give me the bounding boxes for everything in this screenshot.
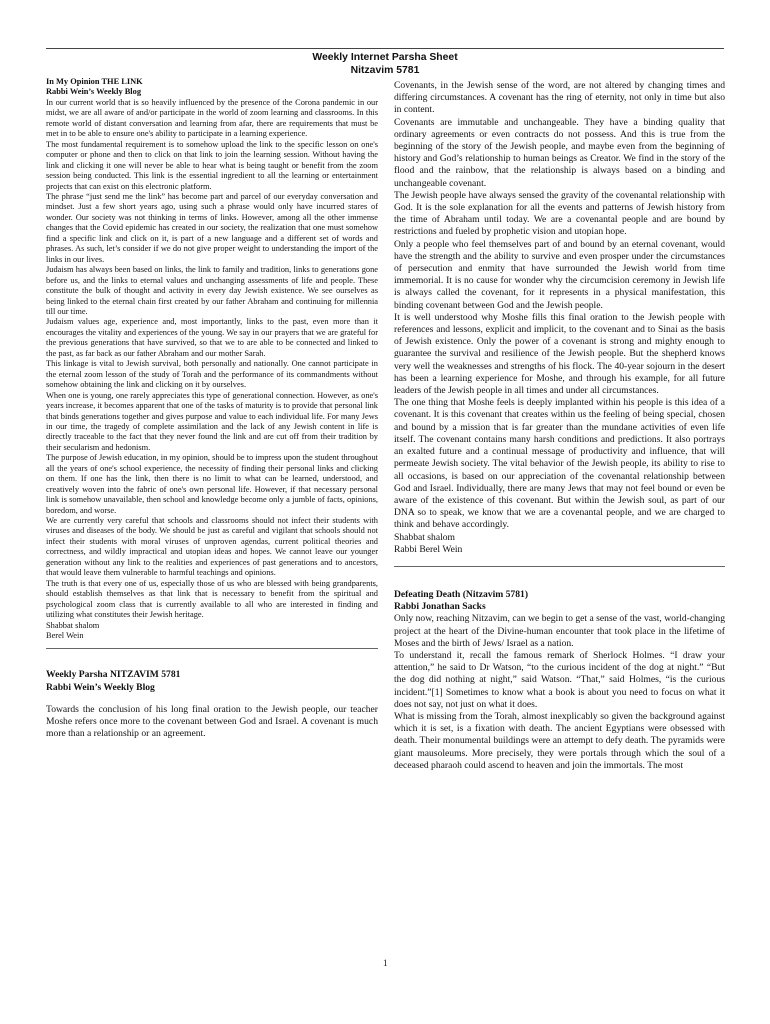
article-heading: In My Opinion THE LINK [46,77,143,86]
article-byline: Rabbi Wein’s Weekly Blog [46,87,142,97]
article-heading: Defeating Death (Nitzavim 5781) [394,588,529,600]
paragraph: The purpose of Jewish education, in my opinion, should be to impress upon the student throughout all the years of one's school experience, the necessity of finding their personal links and clicking on them. If one has the link, then there is no limit to what can be learned, understood, and creatively woven into the fabric of one's own personal life. However, if that necessary personal link is somehow unavailable, then school and knowledge become only a jumble of facts, opinions, boredom, and worse. [46,453,378,515]
section-divider [394,566,725,567]
paragraph: Judaism has always been based on links, the link to family and tradition, links to generations gone before us, and the links to eternal values and unchanging assessments of life and people. These constitute the bulk of thought and activity in every day Jewish existence. We see ourselves as being linked to the eternal chain first created by our father Abraham and continuing for millennia till our time. [46,265,378,316]
paragraph: In our current world that is so heavily influenced by the presence of the Corona pandemic in our midst, we are all aware of and/or participate in the world of zoom learning and classrooms. In this remote world of distant conversation and learning from afar, there are requirements that must be met in to be able to ensure one's ability to participate in a learning experience. [46,97,378,139]
paragraph: The one thing that Moshe feels is deeply implanted within his people is this idea of a covenant. It is this covenant that creates within us the feeling of being special, chosen and bound by a mission that is far greater than the mundane activities of even life itself. The covenant contains many harsh conditions and predictions. It also portrays an exalted future and a continual message of productivity and influence, that will permeate Jewish society. The vital behavior of the Jewish people, its ability to rise to all occasions, is based on our appreciation of the covenantal relationship between God and Israel. Individually, there are many Jews that may not feel bound or even be aware of the existence of this covenant. But within the Jewish soul, as part of our DNA so to speak, we know that we are a covenantal people, and we are charged to think and behave accordingly. [394,397,725,531]
paragraph: What is missing from the Torah, almost inexplicably so given the background against which it is set, is a fixation with death. The ancient Egyptians were obsessed with death. Their monumental buildings were an attempt to defy death. The pyramids were giant mausoleums. More precisely, they were portals through which the soul of a deceased pharaoh could ascend to heaven and join the immortals. The most [394,710,725,771]
article-byline: Rabbi Jonathan Sacks [394,601,486,613]
page-header [46,48,724,77]
paragraph: This linkage is vital to Jewish survival, both personally and nationally. One cannot participate in the eternal zoom lesson of the study of Torah and the performance of its commandments without somehow obtaining the link and clicking on it by ourselves. [46,359,378,390]
paragraph: Judaism values age, experience and, most importantly, links to the past, even more than it encourages the vitality and experiences of the young. We say in our prayers that we are grateful for the previous generations that have survived, so that we to are able to be connected and linked to the past, as far back as our father Abraham and our mother Sarah. [46,317,378,358]
closing-line: Shabbat shalom [394,531,456,543]
paragraph: Covenants are immutable and unchangeable. They have a binding quality that ordinary agreements or even contracts do not possess. And this is true from the beginning of the story of the Jewish people, and maybe even from the beginning of history and God’s relationship to human beings as Creator. We find in the story of the flood and the rainbow, that the relationship is always based on a binding and unchangeable covenant. [394,116,725,189]
article-heading: Weekly Parsha NITZAVIM 5781 [46,669,181,681]
section-divider [46,648,378,649]
paragraph: Covenants, in the Jewish sense of the word, are not altered by changing times and differing circumstances. A covenant has the ring of eternity, not only in time but also in content. [394,80,725,116]
closing-line: Shabbat shalom [46,620,100,630]
page-number: 1 [383,958,388,968]
article-byline: Rabbi Wein’s Weekly Blog [46,681,155,693]
paragraph: To understand it, recall the famous remark of Sherlock Holmes. “I draw your attention,” he said to Dr Watson, “to the curious incident of the dog at night.” “But the dog did nothing at night,” said Watson. “That,” said Holmes, “is the curious incident.”[1] Sometimes to know what a book is about you need to focus on what it does not say, not just on what it does. [394,649,725,710]
paragraph: The phrase “just send me the link” has become part and parcel of our everyday conversation and mindset. Just a few short years ago, using such a phrase would only have incurred stares of wonder. Our society was not thinking in terms of links. However, among all the other immense changes that the Covid epidemic has created in our society, the realization that one must somehow find a specific link and click on it, is part of a new language and a different set of words and phrases. As such, let’s consider if we do not give proper weight to understanding the import of the links in our lives. [46,191,378,264]
left-column [46,77,378,740]
paragraph: The Jewish people have always sensed the gravity of the covenantal relationship with God. It is the sole explanation for all the events and patterns of Jewish history from the time of Abraham until today. We are a covenantal people and are bound by restrictions and fueled by prophetic vision and utopian hope. [394,189,725,238]
paragraph: The most fundamental requirement is to somehow upload the link to the specific lesson on one's computer or phone and then to click on that link to join the learning session. Without having the link and clicking it one will never be able to hear what is being taught or benefit from the zoom session being conducted. This link is the essential ingredient to all the learning or entertainment projects that can exist on this electronic platform. [46,139,378,191]
paragraph: Only now, reaching Nitzavim, can we begin to get a sense of the vast, world-changing project at the heart of the Divine-human encounter that took place in the lifetime of Moses and the birth of Jews/ Israel as a nation. [394,613,725,649]
signature: Berel Wein [46,631,84,641]
paragraph: Towards the conclusion of his long final oration to the Jewish people, our teacher Moshe refers once more to the covenant between God and Israel. A covenant is much more than a relationship or an agreement. [46,703,378,740]
paragraph: The truth is that every one of us, especially those of us who are blessed with being grandparents, should establish themselves as that link that is necessary to benefit from the spiritual and psychological zoom class that is currently available to all who are interested in finding and utilizing what constitutes their Jewish heritage. [46,578,378,620]
paragraph: Only a people who feel themselves part of and bound by an eternal covenant, would have the strength and the ability to survive and even prosper under the circumstances of persecution and enmity that have surrounded the Jewish world from time immemorial. It is no cause for wonder why the circumcision ceremony in Jewish life is always called the covenant, for it represents in a physical manifestation, this binding covenant between God and the Jewish people. [394,238,725,311]
signature: Rabbi Berel Wein [394,543,463,555]
paragraph: When one is young, one rarely appreciates this type of generational connection. However, as one's years increase, it becomes apparent that one of the tasks of maturity is to provide that personal link that binds generations together and gives purpose and value to each individual life. For many Jews in our time, the tragedy of complete assimilation and the lack of any Jewish content in life is directly traceable to the fact that they never found the link and are cut off from their tradition by their secularism and hedonism. [46,390,378,452]
page-title: Weekly Internet Parsha Sheet [312,52,458,63]
page-subtitle: Nitzavim 5781 [350,65,420,76]
paragraph: We are currently very careful that schools and classrooms should not infect their students with viruses and diseases of the body. We should be just as careful and vigilant that schools should not infect their students with moral viruses of unproven agendas, current political theories and correctness, and wildly impractical and utopian ideas and hopes. We cannot leave our younger generation without any link to the realities and experiences of past generations and to ancestors, that would leave them vulnerable to harmful teachings and opinions. [46,516,378,578]
paragraph: It is well understood why Moshe fills this final oration to the Jewish people with references and lessons, explicit and implicit, to the covenant and to Sinai as the basis of Jewish existence. Only the power of a covenant is strong and mighty enough to guarantee the survival and resilience of the Jewish people. But the shepherd knows very well the weaknesses and strengths of his flock. The 40-year sojourn in the desert has been a learning experience for Moshe, and through his example, for all future leaders of the Jewish people in all times and under all circumstances. [394,311,725,397]
right-column [394,80,725,772]
